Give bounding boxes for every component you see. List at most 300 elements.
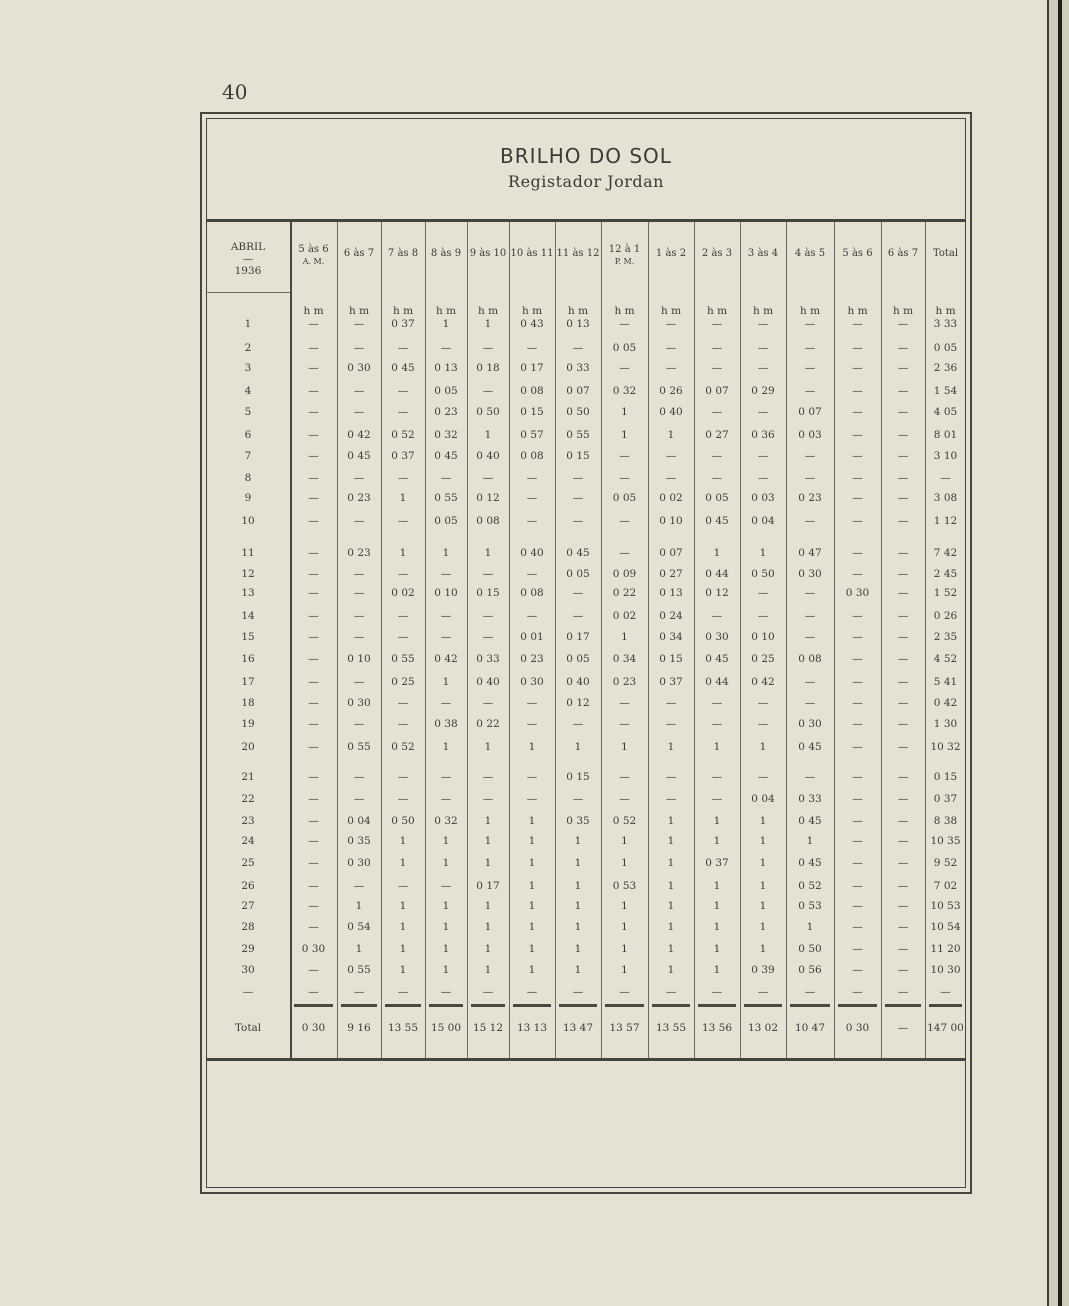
table-cell: 1 xyxy=(667,815,675,827)
table-cell: — xyxy=(711,771,723,783)
table-cell: 1 xyxy=(759,835,767,847)
table-cell: 0 37 xyxy=(705,857,729,869)
table-cell: — xyxy=(897,835,909,847)
table-cell: 1 xyxy=(667,880,675,892)
day-label: 1 xyxy=(244,318,252,330)
table-cell: 1 xyxy=(399,943,407,955)
table-cell: 1 xyxy=(528,741,536,753)
table-cell: 1 xyxy=(528,857,536,869)
table-cell: — xyxy=(308,964,319,976)
table-cell: — xyxy=(852,318,863,330)
table-cell: — xyxy=(665,986,677,998)
table-cell: — xyxy=(897,741,909,753)
totals-rule xyxy=(698,1004,736,1007)
table-cell: 0 33 xyxy=(476,653,500,665)
table-cell: — xyxy=(526,718,538,730)
table-cell: — xyxy=(897,815,909,827)
table-cell: — xyxy=(757,450,769,462)
table-cell: — xyxy=(308,492,319,504)
table-cell: 0 43 xyxy=(520,318,544,330)
table-cell: 0 15 xyxy=(520,406,544,418)
day-label: 23 xyxy=(241,815,255,827)
table-cell: — xyxy=(757,362,769,374)
table-cell: 0 29 xyxy=(751,385,775,397)
totals-cell: 0 30 xyxy=(845,1022,870,1034)
table-cell: — xyxy=(897,718,909,730)
table-cell: 0 38 xyxy=(434,718,458,730)
table-cell: 0 55 xyxy=(391,653,415,665)
table-cell: — xyxy=(308,631,319,643)
table-cell: — xyxy=(897,568,909,580)
table-cell: 0 07 xyxy=(566,385,590,397)
table-cell: 0 02 xyxy=(659,492,683,504)
table-cell: 9 52 xyxy=(933,857,958,869)
table-cell: 1 xyxy=(759,880,767,892)
day-label: 19 xyxy=(241,718,255,730)
table-cell: 1 xyxy=(574,880,582,892)
table-cell: — xyxy=(852,921,863,933)
table-cell: — xyxy=(526,515,538,527)
table-cell: 0 12 xyxy=(566,697,590,709)
table-cell: 1 xyxy=(713,815,721,827)
table-cell: 3 10 xyxy=(933,450,958,462)
page-number: 40 xyxy=(222,80,248,104)
table-cell: — xyxy=(665,362,677,374)
table-cell: 10 54 xyxy=(930,921,961,933)
table-cell: 0 30 xyxy=(301,943,326,955)
table-cell: — xyxy=(804,318,816,330)
table-cell: — xyxy=(526,492,538,504)
day-label: 2 xyxy=(244,342,252,354)
table-cell: 1 xyxy=(484,741,492,753)
table-cell: — xyxy=(619,771,630,783)
table-cell: — xyxy=(804,450,816,462)
table-cell: 1 xyxy=(667,921,675,933)
table-cell: 0 26 xyxy=(659,385,683,397)
table-cell: — xyxy=(572,610,584,622)
table-cell: 0 35 xyxy=(566,815,590,827)
table-cell: 1 xyxy=(667,857,675,869)
totals-cell: 15 00 xyxy=(430,1022,462,1034)
month-year-dash: — xyxy=(242,253,254,265)
day-label: 18 xyxy=(241,697,255,709)
table-cell: — xyxy=(665,771,677,783)
table-cell: 1 xyxy=(667,943,675,955)
totals-rule xyxy=(341,1004,377,1007)
units-label: h m xyxy=(567,305,589,317)
table-cell: — xyxy=(619,472,630,484)
table-cell: 0 24 xyxy=(659,610,683,622)
totals-rule xyxy=(652,1004,690,1007)
units-label: h m xyxy=(892,305,914,317)
table-cell: — xyxy=(711,697,723,709)
table-cell: — xyxy=(397,793,409,805)
table-cell: — xyxy=(482,793,494,805)
table-cell: — xyxy=(526,342,538,354)
table-cell: 0 17 xyxy=(520,362,544,374)
table-cell: — xyxy=(440,568,452,580)
table-cell: — xyxy=(353,587,365,599)
table-cell: 1 xyxy=(399,900,407,912)
totals-cell: 9 16 xyxy=(347,1022,371,1034)
table-cell: — xyxy=(526,793,538,805)
totals-cell: 13 02 xyxy=(747,1022,779,1034)
table-cell: 0 27 xyxy=(705,429,729,441)
units-label: h m xyxy=(303,305,324,317)
table-cell: 2 35 xyxy=(933,631,958,643)
table-cell: 0 10 xyxy=(347,653,371,665)
table-cell: — xyxy=(897,880,909,892)
table-cell: — xyxy=(897,610,909,622)
table-cell: 1 xyxy=(621,943,628,955)
table-cell: — xyxy=(397,610,409,622)
table-cell: 3 33 xyxy=(933,318,958,330)
table-cell: 8 01 xyxy=(933,429,958,441)
table-cell: — xyxy=(353,718,365,730)
table-cell: — xyxy=(572,342,584,354)
table-cell: — xyxy=(852,406,863,418)
table-cell: — xyxy=(619,986,630,998)
table-cell: 0 47 xyxy=(798,547,822,559)
table-cell: — xyxy=(852,631,863,643)
table-cell: 0 45 xyxy=(798,741,822,753)
table-cell: 1 xyxy=(667,900,675,912)
totals-rule xyxy=(471,1004,505,1007)
totals-rule xyxy=(513,1004,551,1007)
table-cell: 1 xyxy=(399,921,407,933)
table-cell: 0 15 xyxy=(566,450,590,462)
table-cell: — xyxy=(804,986,816,998)
table-cell: — xyxy=(897,921,909,933)
table-cell: — xyxy=(308,793,319,805)
table-cell: 0 45 xyxy=(705,515,729,527)
table-cell: 11 20 xyxy=(930,943,961,955)
table-cell: 0 52 xyxy=(391,741,415,753)
units-label: h m xyxy=(521,305,543,317)
table-cell: — xyxy=(353,472,365,484)
day-label: 15 xyxy=(241,631,255,643)
table-cell: — xyxy=(308,568,319,580)
table-cell: 0 04 xyxy=(751,793,775,805)
table-cell: — xyxy=(804,610,816,622)
table-cell: — xyxy=(440,986,452,998)
table-cell: — xyxy=(897,986,909,998)
table-cell: — xyxy=(397,697,409,709)
column-header-hours: 9 às 10 xyxy=(469,248,507,259)
table-cell: 0 08 xyxy=(520,587,544,599)
book-gutter xyxy=(1058,0,1062,1306)
table-cell: 0 05 xyxy=(612,492,637,504)
table-cell: 0 40 xyxy=(476,450,500,462)
table-cell: 1 xyxy=(484,547,492,559)
day-label: 20 xyxy=(241,741,255,753)
day-label: 11 xyxy=(241,547,255,559)
table-cell: 0 23 xyxy=(520,653,544,665)
table-cell: — xyxy=(757,587,769,599)
table-cell: — xyxy=(572,587,584,599)
table-cell: 1 xyxy=(621,631,628,643)
totals-rule xyxy=(605,1004,644,1007)
table-cell: — xyxy=(897,771,909,783)
table-cell: — xyxy=(482,697,494,709)
table-cell: — xyxy=(852,741,863,753)
column-header-hours: 1 às 2 xyxy=(655,248,687,259)
table-cell: — xyxy=(757,342,769,354)
table-cell: 0 09 xyxy=(612,568,637,580)
table-cell: — xyxy=(572,515,584,527)
table-cell: — xyxy=(397,385,409,397)
table-cell: — xyxy=(665,342,677,354)
column-header-hours: 10 às 11 xyxy=(510,248,554,259)
table-cell: 1 xyxy=(484,921,492,933)
table-cell: — xyxy=(852,900,863,912)
table-cell: 0 08 xyxy=(520,450,544,462)
table-cell: — xyxy=(440,342,452,354)
table-cell: 0 13 xyxy=(434,362,458,374)
table-cell: 1 xyxy=(806,835,814,847)
month-label: ABRIL xyxy=(230,241,266,253)
table-cell: — xyxy=(482,771,494,783)
table-cell: 0 37 xyxy=(391,450,415,462)
table-cell: — xyxy=(482,568,494,580)
table-cell: — xyxy=(804,697,816,709)
table-cell: 1 xyxy=(442,900,450,912)
table-cell: 0 39 xyxy=(751,964,775,976)
table-cell: — xyxy=(308,741,319,753)
table-cell: 1 xyxy=(713,547,721,559)
day-label: 24 xyxy=(241,835,255,847)
table-cell: 1 xyxy=(528,943,536,955)
column-header-hours: 6 às 7 xyxy=(343,248,375,259)
table-cell: — xyxy=(897,492,909,504)
table-cell: 0 45 xyxy=(798,857,822,869)
day-label: 17 xyxy=(241,676,255,688)
units-label: h m xyxy=(847,305,868,317)
totals-cell: 13 56 xyxy=(701,1022,733,1034)
table-cell: — xyxy=(897,587,909,599)
table-cell: — xyxy=(852,986,863,998)
units-label: h m xyxy=(799,305,821,317)
table-cell: 0 50 xyxy=(751,568,775,580)
table-cell: — xyxy=(757,318,769,330)
table-cell: 1 xyxy=(759,857,767,869)
table-cell: — xyxy=(353,515,365,527)
table-cell: 1 xyxy=(621,429,628,441)
totals-rule xyxy=(294,1004,333,1007)
table-cell: 0 55 xyxy=(434,492,458,504)
table-cell: — xyxy=(711,450,723,462)
table-cell: 1 xyxy=(399,964,407,976)
table-cell: — xyxy=(440,793,452,805)
table-cell: — xyxy=(852,342,863,354)
table-cell: — xyxy=(757,472,769,484)
table-cell: 1 xyxy=(528,964,536,976)
table-cell: 1 xyxy=(399,835,407,847)
table-cell: 0 50 xyxy=(798,943,822,955)
table-cell: — xyxy=(665,793,677,805)
totals-rule xyxy=(885,1004,921,1007)
table-bottom-rule xyxy=(206,1058,966,1061)
table-cell: — xyxy=(619,318,630,330)
table-cell: 1 xyxy=(713,900,721,912)
day-label: 26 xyxy=(241,880,255,892)
table-cell: — xyxy=(852,515,863,527)
table-cell: — xyxy=(482,631,494,643)
table-cell: 0 33 xyxy=(566,362,590,374)
table-cell: — xyxy=(804,587,816,599)
table-cell: — xyxy=(852,610,863,622)
table-cell: 1 xyxy=(621,857,628,869)
units-label: h m xyxy=(392,305,414,317)
table-cell: — xyxy=(308,815,319,827)
table-cell: 0 45 xyxy=(434,450,458,462)
table-cell: 0 07 xyxy=(705,385,729,397)
table-cell: 0 50 xyxy=(566,406,590,418)
table-cell: — xyxy=(897,793,909,805)
table-cell: 0 05 xyxy=(434,385,458,397)
totals-cell: 13 13 xyxy=(516,1022,548,1034)
table-cell: 0 30 xyxy=(798,718,822,730)
table-cell: — xyxy=(397,515,409,527)
table-cell: — xyxy=(308,547,319,559)
table-cell: 0 30 xyxy=(798,568,822,580)
table-cell: — xyxy=(397,472,409,484)
table-cell: 0 05 xyxy=(933,342,958,354)
table-cell: — xyxy=(711,318,723,330)
table-cell: 1 xyxy=(484,318,492,330)
table-cell: — xyxy=(526,568,538,580)
table-cell: 1 xyxy=(484,900,492,912)
table-cell: 1 xyxy=(759,547,767,559)
table-cell: — xyxy=(572,472,584,484)
table-cell: 0 45 xyxy=(705,653,729,665)
table-cell: 0 44 xyxy=(705,568,729,580)
table-cell: 1 xyxy=(621,741,628,753)
table-subtitle: Registador Jordan xyxy=(508,172,664,191)
table-cell: 1 54 xyxy=(933,385,958,397)
totals-rule xyxy=(385,1004,421,1007)
table-cell: — xyxy=(852,385,863,397)
table-cell: — xyxy=(619,515,630,527)
table-cell: — xyxy=(308,450,319,462)
column-header-hours: 11 às 12 xyxy=(556,248,600,259)
table-cell: 0 45 xyxy=(566,547,590,559)
table-cell: 0 52 xyxy=(391,429,415,441)
table-cell: 5 41 xyxy=(933,676,958,688)
table-cell: — xyxy=(353,771,365,783)
table-cell: 4 52 xyxy=(933,653,958,665)
table-cell: — xyxy=(397,631,409,643)
table-cell: — xyxy=(852,676,863,688)
table-cell: — xyxy=(308,362,319,374)
column-header-hours: 4 às 5 xyxy=(794,248,826,259)
table-cell: 0 35 xyxy=(347,835,371,847)
table-cell: 0 55 xyxy=(566,429,590,441)
table-cell: — xyxy=(711,406,723,418)
table-cell: — xyxy=(619,793,630,805)
day-label: 5 xyxy=(244,406,252,418)
table-cell: 1 xyxy=(574,857,582,869)
table-cell: — xyxy=(619,547,630,559)
table-cell: 1 xyxy=(574,900,582,912)
table-cell: 1 xyxy=(442,943,450,955)
table-cell: 1 xyxy=(442,964,450,976)
table-cell: 1 xyxy=(484,835,492,847)
table-cell: — xyxy=(440,631,452,643)
year-label: 1936 xyxy=(234,265,262,277)
table-cell: — xyxy=(572,492,584,504)
table-cell: 0 42 xyxy=(347,429,371,441)
totals-cell: 13 55 xyxy=(655,1022,687,1034)
column-header-hours: 12 à 1 xyxy=(608,244,641,255)
day-label: 6 xyxy=(244,429,252,441)
table-cell: 0 33 xyxy=(798,793,822,805)
table-cell: — xyxy=(353,342,365,354)
table-cell: 0 56 xyxy=(798,964,822,976)
table-cell: — xyxy=(711,986,723,998)
table-cell: 1 xyxy=(621,835,628,847)
table-cell: — xyxy=(440,610,452,622)
table-cell: 0 10 xyxy=(751,631,775,643)
table-cell: 1 xyxy=(484,857,492,869)
table-cell: 1 xyxy=(759,943,767,955)
table-cell: 1 xyxy=(442,318,450,330)
day-label: 10 xyxy=(241,515,255,527)
units-label: h m xyxy=(706,305,728,317)
table-cell: — xyxy=(711,362,723,374)
day-label: 3 xyxy=(244,362,252,374)
table-cell: — xyxy=(852,718,863,730)
table-cell: 0 10 xyxy=(434,587,458,599)
day-label: 27 xyxy=(241,900,255,912)
table-cell: — xyxy=(757,986,769,998)
table-cell: 0 17 xyxy=(566,631,590,643)
table-cell: — xyxy=(482,986,494,998)
table-cell: 1 xyxy=(621,921,628,933)
table-cell: 1 xyxy=(399,492,407,504)
table-cell: 1 xyxy=(713,741,721,753)
day-label: 7 xyxy=(244,450,252,462)
table-cell: — xyxy=(353,568,365,580)
table-cell: 1 xyxy=(442,857,450,869)
table-cell: 1 xyxy=(574,921,582,933)
table-cell: 0 30 xyxy=(705,631,729,643)
table-cell: 10 35 xyxy=(930,835,961,847)
table-cell: 0 44 xyxy=(705,676,729,688)
table-cell: — xyxy=(852,568,863,580)
table-cell: 1 xyxy=(621,406,628,418)
table-cell: 1 xyxy=(399,547,407,559)
table-cell: — xyxy=(852,880,863,892)
table-cell: 1 xyxy=(528,900,536,912)
table-cell: 0 23 xyxy=(798,492,822,504)
table-cell: 0 45 xyxy=(798,815,822,827)
table-cell: — xyxy=(852,547,863,559)
table-cell: — xyxy=(526,697,538,709)
totals-cell: 15 12 xyxy=(472,1022,504,1034)
table-cell: 0 57 xyxy=(520,429,544,441)
table-cell: 1 xyxy=(713,835,721,847)
table-cell: 0 32 xyxy=(612,385,637,397)
table-cell: — xyxy=(852,815,863,827)
table-cell: 0 12 xyxy=(705,587,729,599)
table-cell: — xyxy=(397,342,409,354)
units-label: h m xyxy=(752,305,774,317)
units-label: h m xyxy=(477,305,499,317)
table-cell: 1 xyxy=(759,900,767,912)
table-cell: — xyxy=(757,610,769,622)
table-cell: 1 xyxy=(442,835,450,847)
